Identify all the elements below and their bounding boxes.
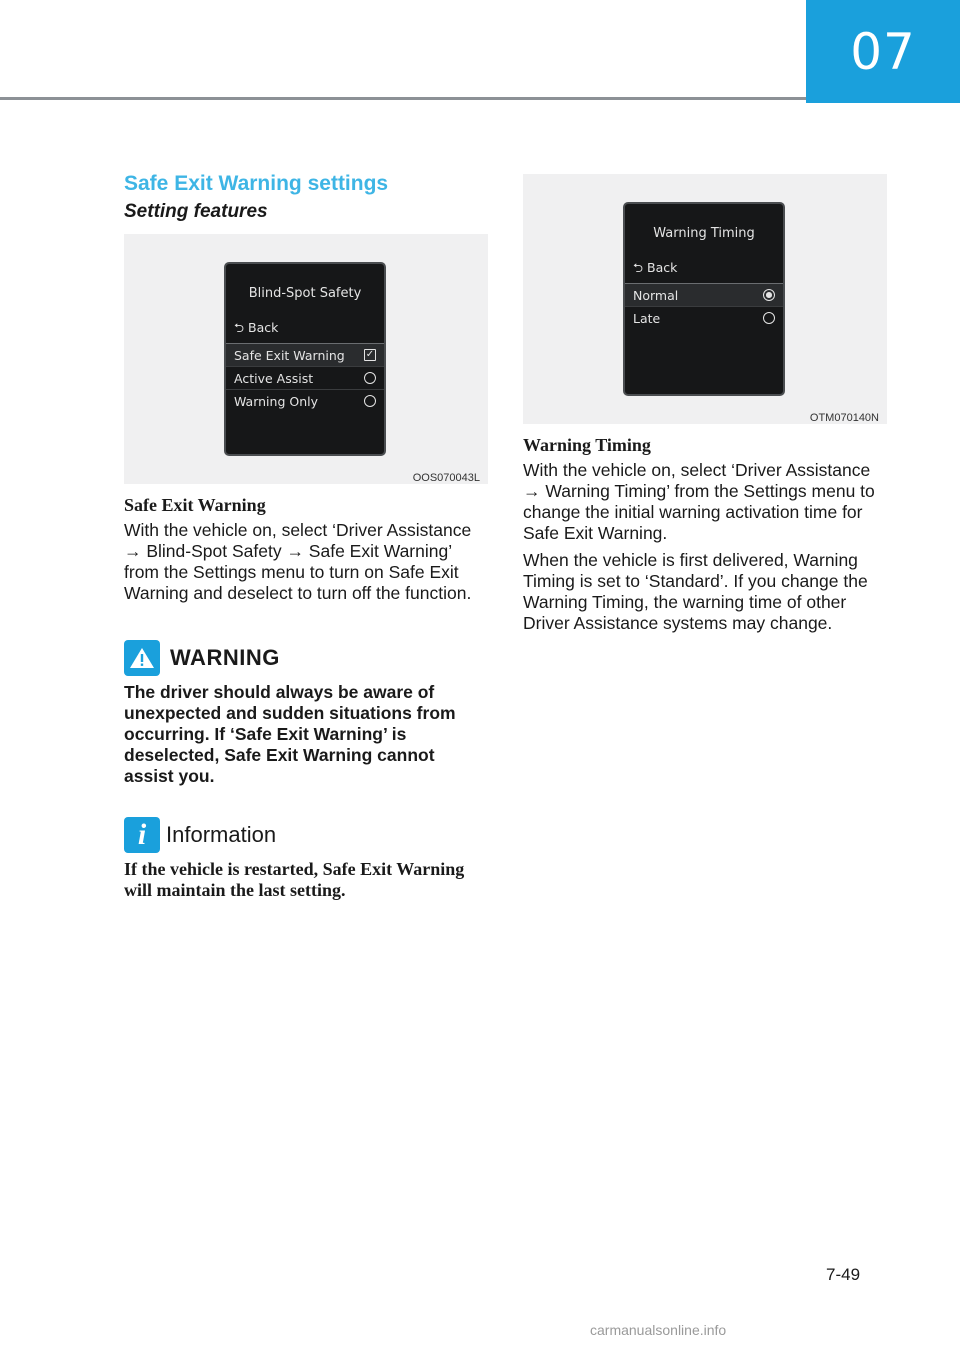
figure-code: OTM070140N [809, 412, 879, 424]
cluster-screen [224, 262, 386, 456]
cluster-screen [623, 202, 785, 396]
figure-blind-spot-safety [124, 234, 488, 484]
chapter-tab: 07 [806, 0, 960, 103]
header-rule [0, 97, 806, 100]
warning-icon [124, 640, 160, 676]
screen-item [226, 390, 384, 412]
radio-on-icon [763, 289, 775, 301]
screen-item-label: Safe Exit Warning [234, 347, 345, 363]
section-title: Safe Exit Warning settings [124, 172, 389, 195]
paragraph: With the vehicle on, select ‘Driver Assistance → Blind-Spot Safety → Safe Exit Warning’ from the Settings menu to turn on Safe Exit Warning and deselect to turn off the function. [124, 520, 472, 603]
screen-back-label: Back [248, 320, 279, 335]
figure-warning-timing [523, 174, 887, 424]
heading-warning-timing: Warning Timing [523, 435, 651, 455]
information-label: Information [166, 822, 277, 847]
screen-back-label: Back [647, 260, 678, 275]
left-column [124, 170, 488, 901]
screen-item-label: Warning Only [234, 393, 318, 409]
screen-item [226, 344, 384, 367]
radio-off-icon [763, 312, 775, 324]
warning-text: The driver should always be aware of unexpected and sudden situations from occurring. If ‘Safe Exit Warning’ is deselected, Safe Exit Warning cannot assist you. [124, 682, 456, 786]
figure-code: OOS070043L [412, 472, 480, 484]
information-text: If the vehicle is restarted, Safe Exit Warning will maintain the last setting. [124, 859, 465, 900]
screen-back [226, 319, 384, 344]
right-column [523, 174, 887, 640]
screen-item [625, 307, 783, 329]
screen-item-label: Normal [633, 287, 679, 303]
screen-title: Warning Timing [653, 226, 755, 241]
subsection-title: Setting features [124, 201, 268, 222]
watermark: carmanualsonline.info [590, 1322, 727, 1338]
paragraph: With the vehicle on, select ‘Driver Assistance → Warning Timing’ from the Settings menu to change the initial warning activation time for Safe Exit Warning. [523, 460, 875, 543]
radio-off-icon [364, 395, 376, 407]
warning-label: WARNING [170, 645, 280, 670]
screen-item-label: Active Assist [234, 370, 314, 386]
information-header [124, 817, 488, 853]
screen-title: Blind-Spot Safety [248, 286, 362, 301]
heading-safe-exit-warning: Safe Exit Warning [124, 495, 266, 515]
radio-off-icon [364, 372, 376, 384]
screen-item-label: Late [633, 310, 661, 326]
back-arrow-icon: ⮌ [234, 320, 245, 335]
back-arrow-icon: ⮌ [633, 260, 644, 275]
checkbox-checked-icon: ✓ [365, 349, 375, 360]
screen-item [625, 284, 783, 307]
paragraph: When the vehicle is first delivered, Warning Timing is set to ‘Standard’. If you change the Warning Timing, the warning time of other Driver Assistance systems may change. [523, 550, 868, 633]
warning-header [124, 640, 488, 676]
screen-back [625, 259, 783, 284]
information-icon: i [124, 817, 160, 853]
page-number: 7-49 [826, 1265, 861, 1284]
screen-item [226, 367, 384, 390]
